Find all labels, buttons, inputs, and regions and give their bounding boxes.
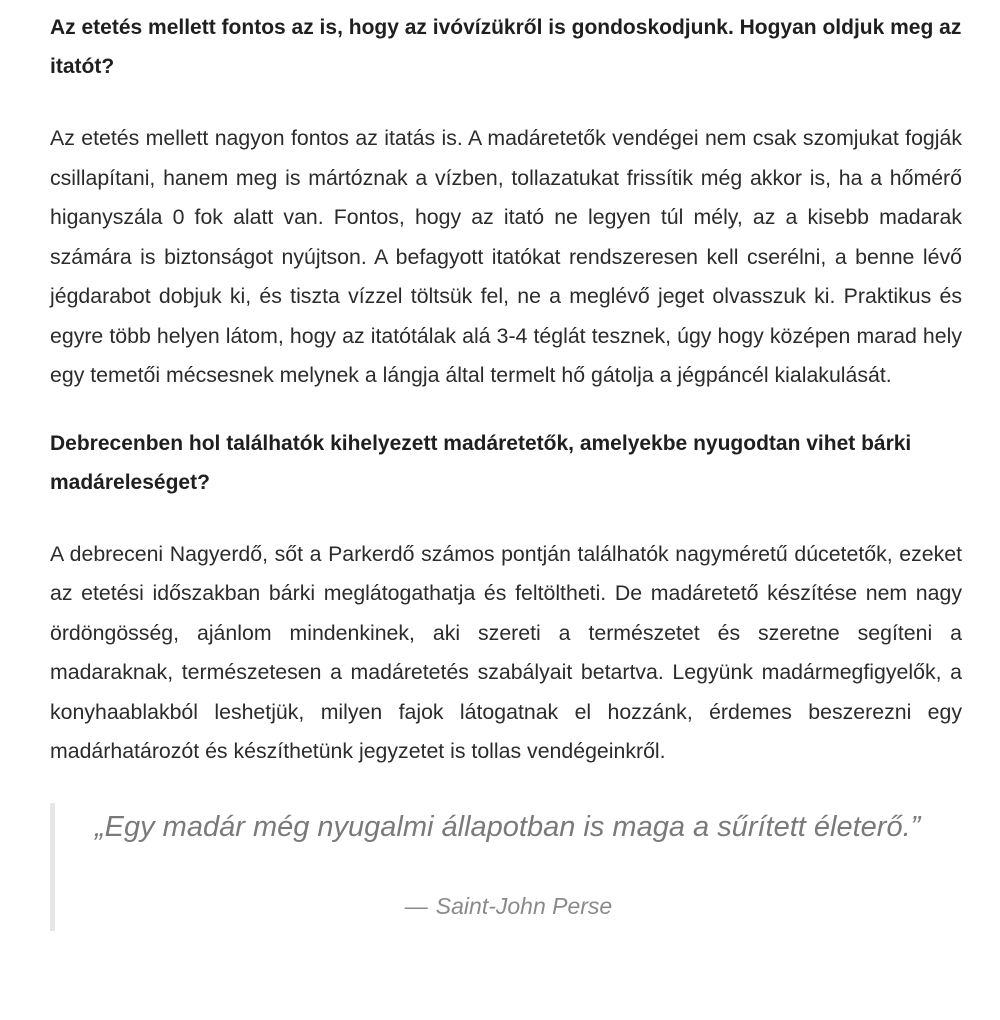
article-body [50, 0, 962, 931]
section-heading-debrecen: Debrecenben hol találhatók kihelyezett madáretetők, amelyekbe nyugodtan vihet bárki madáreleséget? [50, 431, 912, 494]
quote-author: Saint-John Perse [435, 892, 613, 919]
paragraph-debrecen: A debreceni Nagyerdő, sőt a Parkerdő számos pontján találhatók nagyméretű dúcetetők, ezeket az etetési időszakban bárki meglátogathatja és feltöltheti. De madáretető készítése nem nagy ördöngösség, ajánlom mindenkinek, aki szereti a természetet és szeretne segíteni a madaraknak, természetesen a madáretetés szabályait betartva. Legyünk madármegfigyelők, a konyhaablakból leshetjük, milyen fajok látogatnak el hozzánk, érdemes beszerezni egy madárhatározót és készíthetünk jegyzetet is tollas vendégeinkről. [50, 541, 962, 763]
section-heading-itato: Az etetés mellett fontos az is, hogy az ivóvízükről is gondoskodjunk. Hogyan oldjuk meg az itatót? [50, 16, 962, 78]
paragraph-itatas: Az etetés mellett nagyon fontos az itatás is. A madáretetők vendégei nem csak szomjukat fogják csillapítani, hanem meg is mártóznak a vízben, tollazatukat frissítik még akkor is, ha a hőmérő higanyszála 0 fok alatt van. Fontos, hogy az itató ne legyen túl mély, az a kisebb madarak számára is biztonságot nyújtson. A befagyott itatókat rendszeresen kell cserélni, a benne lévő jégdarabot dobjuk ki, és tiszta vízzel töltsük fel, ne a meglévő jeget olvasszuk ki. Praktikus és egyre több helyen látom, hogy az itatótálak alá 3-4 téglát tesznek, úgy hogy középen marad hely egy temetői mécsesnek melynek a lángja által termelt hő gátolja a jégpáncél kialakulását. [50, 126, 962, 387]
blockquote [50, 803, 962, 931]
quote-text: „Egy madár még nyugalmi állapotban is maga a sűrített életerő.” [95, 810, 921, 843]
quote-author-line [55, 891, 962, 921]
quote-dash: — [404, 892, 428, 919]
